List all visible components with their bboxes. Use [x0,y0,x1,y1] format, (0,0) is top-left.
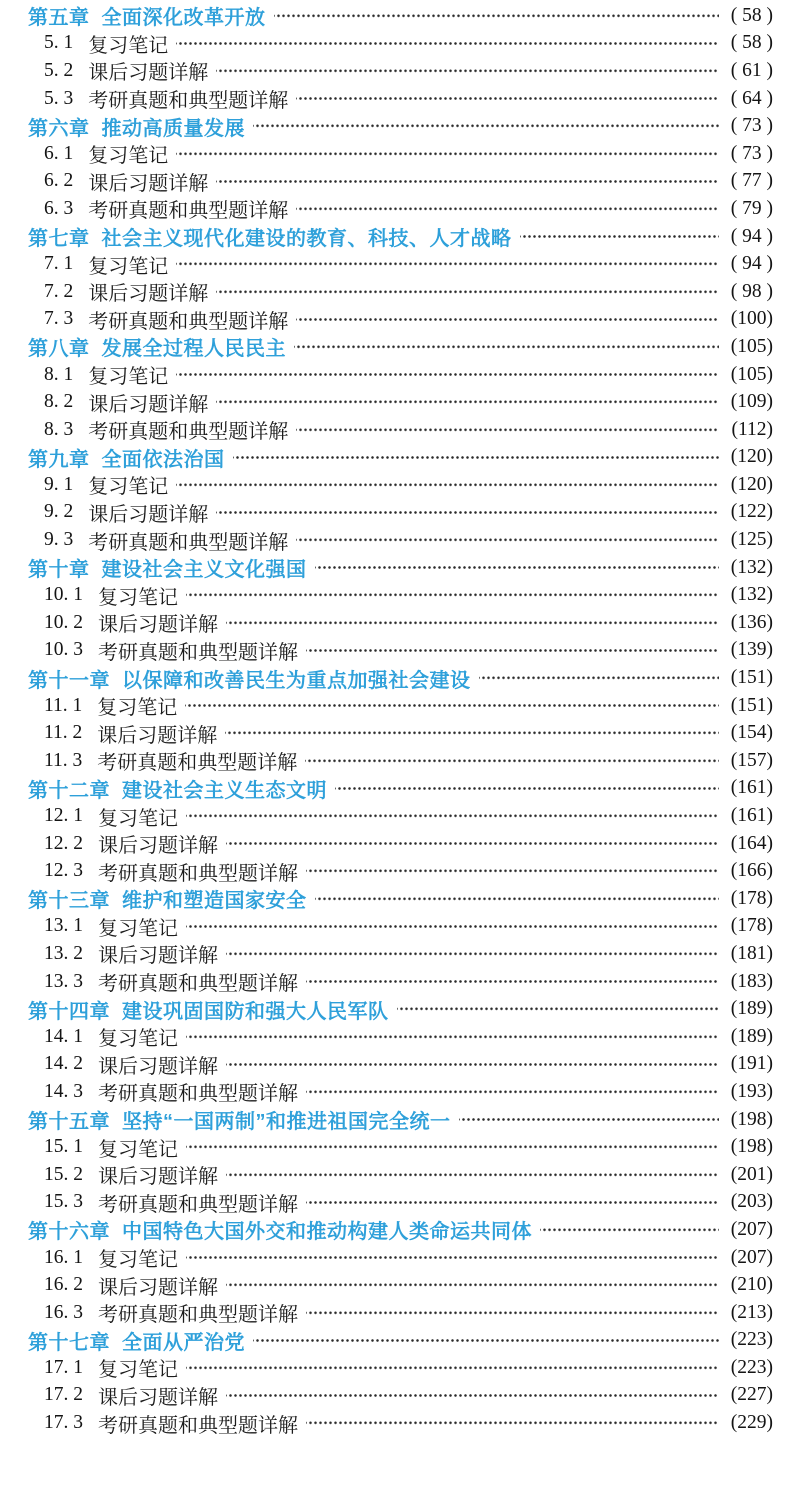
chapter-title: 全面深化改革开放 [101,7,266,30]
toc-section-entry [44,1354,773,1382]
section-number: 17. 1 [44,1356,83,1378]
section-title: 考研真题和典型题详解 [98,862,298,885]
toc-chapter-entry [28,1327,773,1355]
toc-section-entry [44,968,773,996]
section-title: 复习笔记 [98,1249,178,1272]
chapter-title: 发展全过程人民民主 [101,338,286,361]
dot-leader [176,250,719,278]
chapter-title: 维护和塑造国家安全 [122,890,307,913]
section-title: 课后习题详解 [98,945,218,968]
chapter-number-label: 第六章 [28,117,90,140]
page-number: (213) [730,1301,773,1323]
page-number: ( 77 ) [730,170,773,192]
toc-section-entry [44,609,773,637]
dot-leader [176,361,719,389]
section-title: 考研真题和典型题详解 [88,310,289,333]
page-number: (183) [730,970,773,992]
chapter-number-label: 第十七章 [28,1331,110,1354]
page-number: (178) [730,915,773,937]
toc-section-entry [44,1161,773,1189]
section-title: 复习笔记 [88,34,169,57]
page-number: (120) [730,446,773,468]
toc-chapter-entry [28,775,773,803]
section-number: 17. 3 [44,1412,83,1434]
toc-section-entry [44,1244,773,1272]
chapter-title: 以保障和改善民生为重点加强社会建设 [122,669,471,692]
section-title: 考研真题和典型题详解 [98,1414,298,1437]
section-title: 考研真题和典型题详解 [88,90,289,113]
dot-leader [294,333,719,361]
dot-leader [186,1354,719,1382]
chapter-title: 中国特色大国外交和推动构建人类命运共同体 [122,1221,532,1244]
section-number: 8. 1 [44,363,74,385]
dot-leader [216,499,719,527]
dot-leader [296,306,719,334]
page-number: ( 73 ) [730,142,773,164]
page-number: (136) [730,611,773,633]
dot-leader [225,719,719,747]
chapter-number-label: 第五章 [28,7,90,30]
page-number: (223) [730,1356,773,1378]
dot-leader [233,444,720,472]
page-number: (122) [730,501,773,523]
section-title: 复习笔记 [97,697,178,720]
section-number: 9. 3 [44,529,74,551]
dot-leader [296,526,719,554]
chapter-number-label: 第十章 [28,559,90,582]
page-number: (166) [730,860,773,882]
section-number: 5. 3 [44,87,74,109]
chapter-number-label: 第十三章 [28,890,110,913]
section-title: 复习笔记 [98,917,178,940]
chapter-title: 全面依法治国 [101,448,225,471]
dot-leader [186,1023,719,1051]
page-number: (193) [730,1080,773,1102]
chapter-title: 推动高质量发展 [101,117,245,140]
toc-section-entry [44,802,773,830]
dot-leader [296,195,719,223]
dot-leader [315,554,720,582]
page-number: ( 61 ) [730,59,773,81]
section-number: 16. 3 [44,1301,83,1323]
page-number: (189) [730,1025,773,1047]
toc-section-entry [44,692,773,720]
dot-leader [335,775,719,803]
page-number: (198) [730,1108,773,1130]
toc-section-entry [44,1189,773,1217]
section-title: 考研真题和典型题详解 [98,1193,298,1216]
section-title: 复习笔记 [98,586,178,609]
section-title: 复习笔记 [88,145,169,168]
page-number: (105) [730,335,773,357]
section-title: 复习笔记 [98,1028,178,1051]
page-number: (229) [730,1412,773,1434]
dot-leader [226,1271,719,1299]
page-number: (154) [730,722,773,744]
section-title: 课后习题详解 [98,1166,218,1189]
dot-leader [226,1051,719,1079]
section-number: 16. 2 [44,1274,83,1296]
page-number: (109) [730,391,773,413]
page-number: (201) [730,1163,773,1185]
toc-chapter-entry [28,995,773,1023]
section-number: 12. 3 [44,860,83,882]
chapter-number-label: 第九章 [28,448,90,471]
page-number: (120) [730,473,773,495]
section-title: 课后习题详解 [88,503,209,526]
section-number: 5. 2 [44,59,74,81]
toc-section-entry [44,306,773,334]
section-number: 17. 2 [44,1384,83,1406]
chapter-title: 建设社会主义生态文明 [122,779,327,802]
page-number: (132) [730,584,773,606]
section-number: 14. 2 [44,1053,83,1075]
toc-section-entry [44,1382,773,1410]
chapter-number-label: 第八章 [28,338,90,361]
page-number: (207) [730,1218,773,1240]
section-number: 13. 3 [44,970,83,992]
section-number: 6. 2 [44,170,74,192]
chapter-title: 建设巩固国防和强大人民军队 [122,1000,389,1023]
dot-leader [540,1216,719,1244]
toc-chapter-entry [28,1216,773,1244]
section-title: 考研真题和典型题详解 [98,1083,298,1106]
dot-leader [176,471,719,499]
page-number: (189) [730,998,773,1020]
section-title: 复习笔记 [98,1359,178,1382]
section-title: 课后习题详解 [88,172,209,195]
chapter-title: 全面从严治党 [122,1331,245,1354]
section-number: 8. 3 [44,418,74,440]
toc-section-entry [44,940,773,968]
toc-section-entry [44,1133,773,1161]
page-number: ( 98 ) [730,280,773,302]
section-number: 14. 3 [44,1080,83,1102]
section-number: 11. 2 [44,722,83,744]
section-title: 复习笔记 [98,1138,178,1161]
section-number: 6. 3 [44,197,74,219]
section-number: 11. 3 [44,749,83,771]
section-number: 15. 3 [44,1191,83,1213]
toc-chapter-entry [28,885,773,913]
toc-section-entry [44,471,773,499]
toc-section-entry [44,30,773,58]
toc-section-entry [44,168,773,196]
dot-leader [306,1189,719,1217]
dot-leader [296,85,719,113]
dot-leader [306,1409,719,1437]
toc-chapter-entry [28,112,773,140]
dot-leader [226,940,719,968]
dot-leader [306,637,719,665]
chapter-title: 坚持“一国两制”和推进祖国完全统一 [122,1111,451,1134]
section-number: 7. 2 [44,280,74,302]
dot-leader [216,278,719,306]
page-number: (191) [730,1053,773,1075]
dot-leader [306,1078,719,1106]
section-title: 考研真题和典型题详解 [88,531,289,554]
page-number: ( 73 ) [730,115,773,137]
toc-chapter-entry [28,664,773,692]
toc-section-entry [44,140,773,168]
section-title: 课后习题详解 [98,1386,218,1409]
dot-leader [176,30,719,58]
section-number: 7. 1 [44,253,74,275]
toc-chapter-entry [28,1106,773,1134]
page-number: (210) [730,1274,773,1296]
section-title: 课后习题详解 [98,835,218,858]
section-number: 11. 1 [44,694,83,716]
chapter-number-label: 第十二章 [28,779,110,802]
toc-section-entry [44,1023,773,1051]
page-number: (223) [730,1329,773,1351]
toc-section-entry [44,913,773,941]
page-number: (227) [730,1384,773,1406]
section-title: 课后习题详解 [88,393,209,416]
page-number: (151) [730,667,773,689]
toc-section-entry [44,278,773,306]
section-number: 5. 1 [44,32,74,54]
toc-section-entry [44,57,773,85]
toc-section-entry [44,416,773,444]
section-title: 复习笔记 [88,255,169,278]
dot-leader [216,57,719,85]
toc-section-entry [44,388,773,416]
page-number: (198) [730,1136,773,1158]
dot-leader [226,1382,719,1410]
section-title: 考研真题和典型题详解 [97,752,298,775]
page-number: (161) [730,777,773,799]
section-title: 复习笔记 [88,366,169,389]
dot-leader [306,857,719,885]
section-title: 课后习题详解 [88,62,209,85]
toc-section-entry [44,857,773,885]
page-number: (207) [730,1246,773,1268]
section-title: 考研真题和典型题详解 [88,200,289,223]
dot-leader [479,664,720,692]
section-title: 考研真题和典型题详解 [98,1304,298,1327]
page-number: (132) [730,556,773,578]
toc-section-entry [44,1051,773,1079]
dot-leader [397,995,720,1023]
dot-leader [226,1161,719,1189]
page-number: (125) [730,529,773,551]
toc-section-entry [44,637,773,665]
section-number: 13. 1 [44,915,83,937]
toc-section-entry [44,747,773,775]
dot-leader [296,416,719,444]
section-number: 16. 1 [44,1246,83,1268]
dot-leader [253,112,719,140]
page-number: (178) [730,887,773,909]
toc-chapter-entry [28,333,773,361]
dot-leader [186,1244,719,1272]
dot-leader [176,140,719,168]
section-title: 课后习题详解 [98,614,218,637]
dot-leader [186,1133,719,1161]
chapter-number-label: 第十一章 [28,669,110,692]
page-number: ( 94 ) [730,253,773,275]
toc-section-entry [44,1271,773,1299]
section-number: 14. 1 [44,1025,83,1047]
section-number: 10. 3 [44,639,83,661]
toc-section-entry [44,581,773,609]
toc-section-entry [44,830,773,858]
toc-chapter-entry [28,223,773,251]
page-number: ( 58 ) [730,32,773,54]
page-number: (151) [730,694,773,716]
section-title: 考研真题和典型题详解 [98,973,298,996]
section-title: 课后习题详解 [97,724,218,747]
toc-section-entry [44,719,773,747]
toc-section-entry [44,1078,773,1106]
chapter-number-label: 第七章 [28,228,90,251]
page-number: (181) [730,942,773,964]
page-number: (203) [730,1191,773,1213]
section-number: 10. 2 [44,611,83,633]
dot-leader [186,802,719,830]
section-number: 9. 2 [44,501,74,523]
page-number: (157) [730,749,773,771]
page-number: ( 79 ) [730,197,773,219]
page-number: (100) [730,308,773,330]
section-number: 9. 1 [44,473,74,495]
toc-section-entry [44,361,773,389]
toc-section-entry [44,1299,773,1327]
dot-leader [459,1106,720,1134]
toc-section-entry [44,526,773,554]
section-number: 15. 2 [44,1163,83,1185]
chapter-title: 社会主义现代化建设的教育、科技、人才战略 [101,228,512,251]
dot-leader [305,747,719,775]
section-number: 12. 2 [44,832,83,854]
toc-chapter-entry [28,2,773,30]
dot-leader [186,913,719,941]
page-number: (105) [730,363,773,385]
section-title: 课后习题详解 [98,1055,218,1078]
dot-leader [186,581,719,609]
dot-leader [216,388,719,416]
chapter-number-label: 第十四章 [28,1000,110,1023]
section-number: 8. 2 [44,391,74,413]
section-number: 10. 1 [44,584,83,606]
section-title: 复习笔记 [88,476,169,499]
dot-leader [520,223,720,251]
chapter-title: 建设社会主义文化强国 [101,559,307,582]
section-title: 考研真题和典型题详解 [98,641,298,664]
page-number: ( 58 ) [730,4,773,26]
page-number: ( 94 ) [730,225,773,247]
section-number: 15. 1 [44,1136,83,1158]
dot-leader [185,692,719,720]
dot-leader [216,168,719,196]
section-title: 课后习题详解 [98,1276,218,1299]
dot-leader [253,1327,719,1355]
dot-leader [306,1299,719,1327]
section-number: 7. 3 [44,308,74,330]
chapter-number-label: 第十六章 [28,1221,110,1244]
toc-section-entry [44,250,773,278]
page-number: (161) [730,805,773,827]
dot-leader [315,885,720,913]
section-title: 课后习题详解 [88,283,209,306]
section-number: 13. 2 [44,942,83,964]
toc-chapter-entry [28,554,773,582]
dot-leader [226,830,719,858]
section-title: 复习笔记 [98,807,178,830]
dot-leader [306,968,719,996]
toc-section-entry [44,499,773,527]
section-number: 12. 1 [44,805,83,827]
chapter-number-label: 第十五章 [28,1111,110,1134]
page-number: (112) [731,418,773,440]
section-title: 考研真题和典型题详解 [88,421,289,444]
page-number: (164) [730,832,773,854]
toc-section-entry [44,85,773,113]
page-number: ( 64 ) [730,87,773,109]
dot-leader [274,2,720,30]
page-number: (139) [730,639,773,661]
section-number: 6. 1 [44,142,74,164]
toc-section-entry [44,1409,773,1437]
toc-section-entry [44,195,773,223]
toc-chapter-entry [28,444,773,472]
dot-leader [226,609,719,637]
